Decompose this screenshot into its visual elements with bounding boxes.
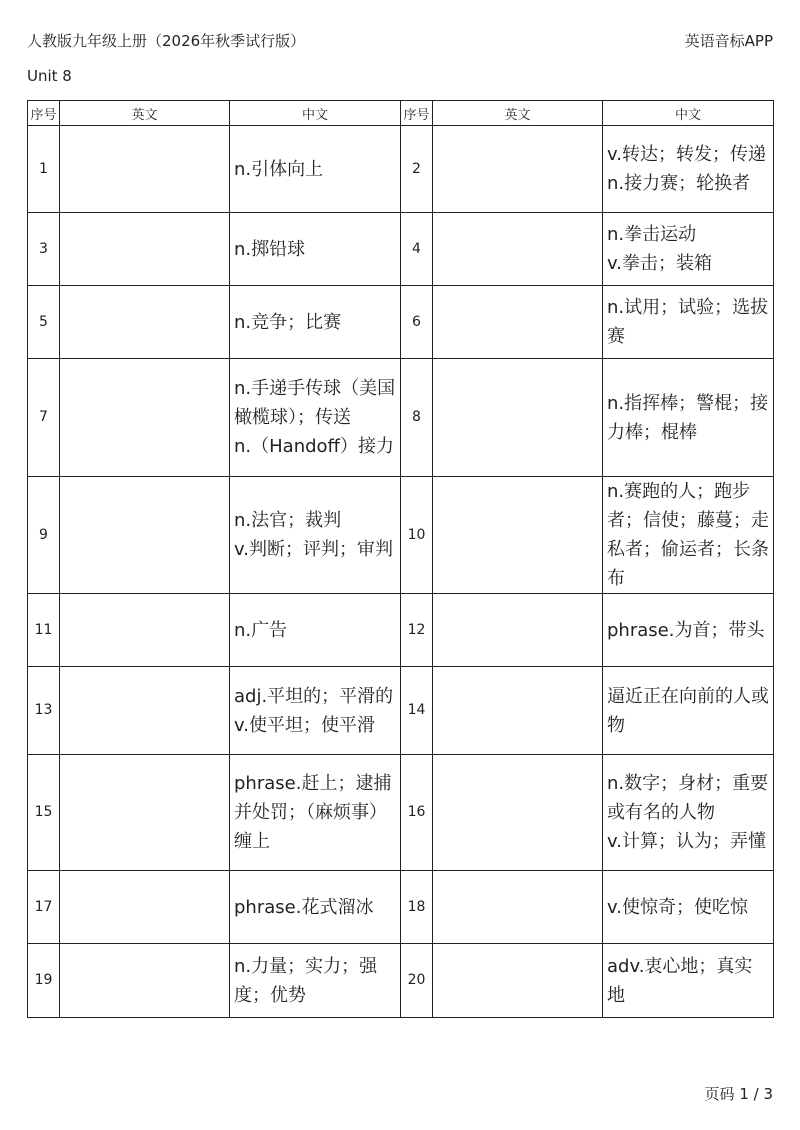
row-number: 13 (28, 667, 60, 755)
english-cell (433, 477, 603, 594)
chinese-meaning: n.手递手传球（美国橄榄球）；传送 n.（Handoff）接力 (230, 359, 401, 477)
english-cell (433, 594, 603, 667)
col-header-number: 序号 (28, 101, 60, 126)
row-number: 3 (28, 213, 60, 286)
chinese-meaning: phrase.赶上；逮捕并处罚；（麻烦事）缠上 (230, 755, 401, 871)
chinese-meaning: n.掷铅球 (230, 213, 401, 286)
row-number: 5 (28, 286, 60, 359)
chinese-meaning: n.竞争；比赛 (230, 286, 401, 359)
chinese-meaning: phrase.花式溜冰 (230, 871, 401, 944)
chinese-meaning: phrase.为首；带头 (603, 594, 774, 667)
table-header-row (28, 101, 774, 126)
english-cell (60, 944, 230, 1018)
english-cell (433, 359, 603, 477)
row-number: 6 (401, 286, 433, 359)
english-cell (433, 286, 603, 359)
chinese-meaning: n.试用；试验；选拔赛 (603, 286, 774, 359)
table-row (28, 213, 774, 286)
unit-title: Unit 8 (27, 67, 72, 85)
english-cell (60, 871, 230, 944)
english-cell (60, 477, 230, 594)
chinese-meaning: adv.衷心地；真实地 (603, 944, 774, 1018)
english-cell (433, 213, 603, 286)
chinese-meaning: adj.平坦的；平滑的 v.使平坦；使平滑 (230, 667, 401, 755)
english-cell (60, 286, 230, 359)
row-number: 20 (401, 944, 433, 1018)
english-cell (433, 667, 603, 755)
row-number: 15 (28, 755, 60, 871)
col-header-chinese: 中文 (230, 101, 401, 126)
english-cell (60, 755, 230, 871)
col-header-number: 序号 (401, 101, 433, 126)
table-row (28, 477, 774, 594)
row-number: 16 (401, 755, 433, 871)
row-number: 8 (401, 359, 433, 477)
chinese-meaning: v.使惊奇；使吃惊 (603, 871, 774, 944)
chinese-meaning: n.指挥棒；警棍；接力棒；棍棒 (603, 359, 774, 477)
chinese-meaning: n.拳击运动 v.拳击；装箱 (603, 213, 774, 286)
table-row (28, 359, 774, 477)
vocabulary-table (27, 100, 774, 1018)
row-number: 1 (28, 126, 60, 213)
chinese-meaning: v.转达；转发；传递 n.接力赛；轮换者 (603, 126, 774, 213)
col-header-english: 英文 (433, 101, 603, 126)
chinese-meaning: n.力量；实力；强度；优势 (230, 944, 401, 1018)
chinese-meaning: 逼近正在向前的人或物 (603, 667, 774, 755)
table-row (28, 944, 774, 1018)
row-number: 14 (401, 667, 433, 755)
english-cell (60, 359, 230, 477)
english-cell (433, 126, 603, 213)
row-number: 9 (28, 477, 60, 594)
row-number: 4 (401, 213, 433, 286)
row-number: 2 (401, 126, 433, 213)
page-number: 页码 1 / 3 (704, 1085, 773, 1103)
table-row (28, 755, 774, 871)
document-header-title: 人教版九年级上册（2026年秋季试行版） (27, 32, 306, 50)
english-cell (433, 944, 603, 1018)
table-row (28, 286, 774, 359)
table-row (28, 667, 774, 755)
english-cell (433, 871, 603, 944)
row-number: 11 (28, 594, 60, 667)
english-cell (60, 667, 230, 755)
row-number: 17 (28, 871, 60, 944)
chinese-meaning: n.广告 (230, 594, 401, 667)
english-cell (433, 755, 603, 871)
chinese-meaning: n.引体向上 (230, 126, 401, 213)
col-header-chinese: 中文 (603, 101, 774, 126)
chinese-meaning: n.数字；身材；重要或有名的人物 v.计算；认为；弄懂 (603, 755, 774, 871)
chinese-meaning: n.法官；裁判 v.判断；评判；审判 (230, 477, 401, 594)
row-number: 19 (28, 944, 60, 1018)
app-name: 英语音标APP (684, 32, 773, 50)
row-number: 10 (401, 477, 433, 594)
table-row (28, 871, 774, 944)
row-number: 7 (28, 359, 60, 477)
chinese-meaning: n.赛跑的人；跑步者；信使；藤蔓；走私者；偷运者；长条布 (603, 477, 774, 594)
row-number: 18 (401, 871, 433, 944)
col-header-english: 英文 (60, 101, 230, 126)
row-number: 12 (401, 594, 433, 667)
english-cell (60, 594, 230, 667)
english-cell (60, 126, 230, 213)
english-cell (60, 213, 230, 286)
table-row (28, 126, 774, 213)
table-row (28, 594, 774, 667)
